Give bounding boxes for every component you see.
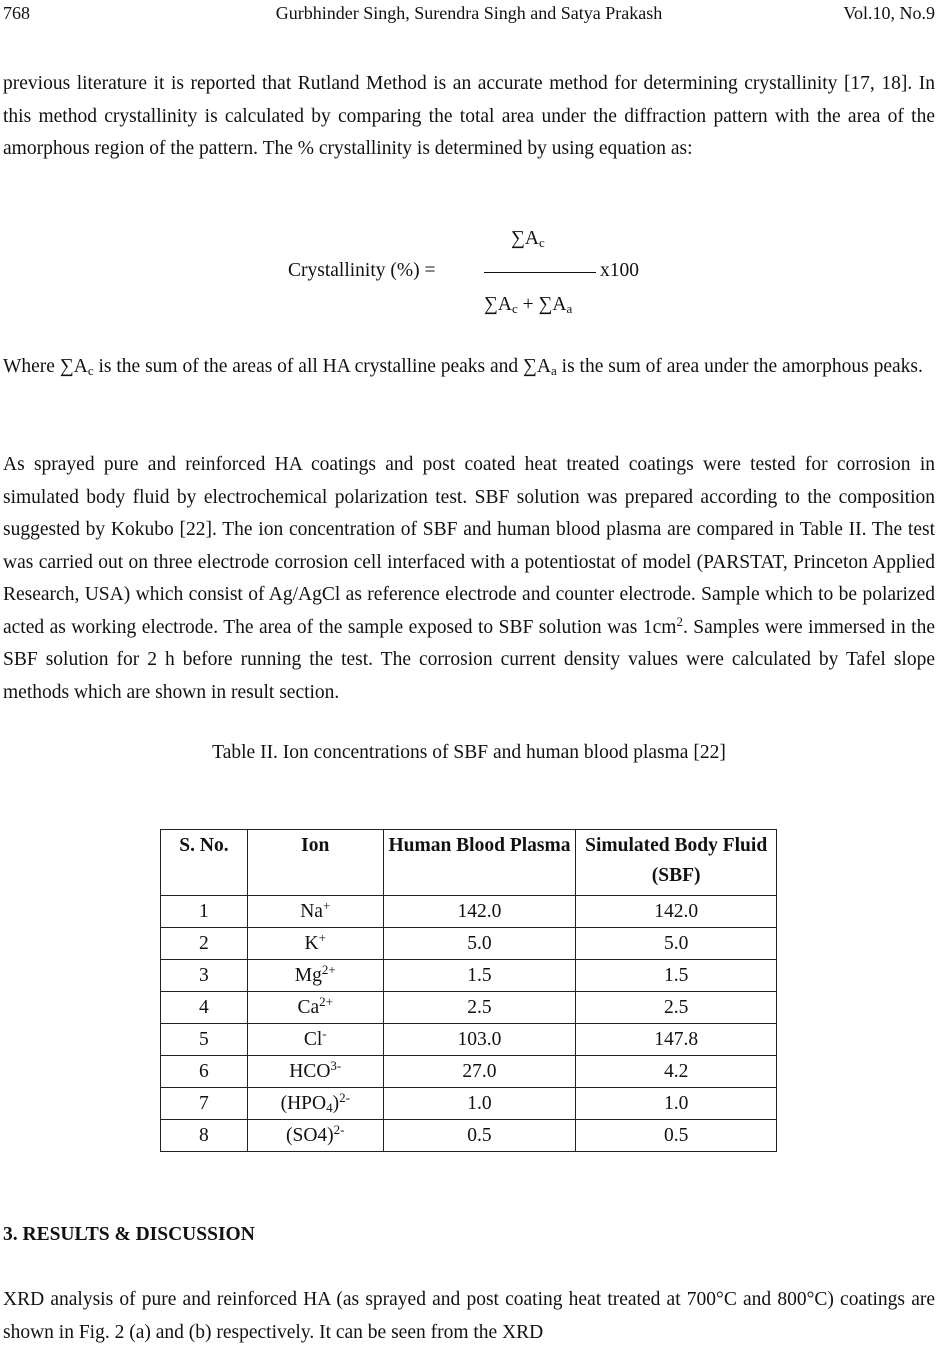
table-row — [161, 1088, 777, 1120]
cell-ion: K+ — [247, 928, 383, 960]
cell-sno: 1 — [161, 896, 248, 928]
cell-plasma: 2.5 — [383, 992, 576, 1024]
cell-sno: 5 — [161, 1024, 248, 1056]
cell-ion: Na+ — [247, 896, 383, 928]
table-row — [161, 896, 777, 928]
cell-sno: 2 — [161, 928, 248, 960]
table-caption: Table II. Ion concentrations of SBF and human blood plasma [22] — [212, 742, 726, 763]
cell-plasma: 1.0 — [383, 1088, 576, 1120]
column-header-plasma: Human Blood Plasma — [383, 830, 576, 896]
cell-plasma: 1.5 — [383, 960, 576, 992]
equation-numerator: $\sum A_c$ — [511, 228, 545, 250]
cell-ion: $(HPO_4)^{2-}$ — [247, 1088, 383, 1120]
cell-sbf: 1.0 — [576, 1088, 777, 1120]
paragraph-where: Where $\sum A_c$ is the sum of the areas of all HA crystalline peaks and $\sum A_a$ is the sum of area under the amorphous peaks. — [3, 356, 923, 378]
cell-sbf: 4.2 — [576, 1056, 777, 1088]
cell-ion: $Mg^{2+}$ — [247, 960, 383, 992]
header-volume: Vol.10, No.9 — [843, 3, 935, 23]
cell-ion: Cl- — [247, 1024, 383, 1056]
table-row — [161, 992, 777, 1024]
cell-sno: 3 — [161, 960, 248, 992]
ion-concentration-table — [160, 829, 777, 1152]
paragraph-corrosion-test: As sprayed pure and reinforced HA coatings and post coated heat treated coatings were tested for corrosion in simulated body fluid by electrochemical polarization test. SBF solution was prepared according to the composition suggested by Kokubo [22]. The ion concentration of SBF and human blood plasma are compared in Table II. The test was carried out on three electrode corrosion cell interfaced with a potentiostat of model (PARSTAT, Princeton Applied Research, USA) which consist of Ag/AgCl as reference electrode and counter electrode. Sample which to be polarized acted as working electrode. The area of the sample exposed to SBF solution was $1cm^2$. Samples were immersed in the SBF solution for 2 h before running the test. The corrosion current density values were calculated by Tafel slope methods which are shown in result section. — [3, 454, 935, 703]
cell-plasma: 5.0 — [383, 928, 576, 960]
cell-sbf: 142.0 — [576, 896, 777, 928]
column-header-sbf: Simulated Body Fluid (SBF) — [576, 830, 777, 896]
cell-sbf: 1.5 — [576, 960, 777, 992]
section-heading: 3. RESULTS & DISCUSSION — [3, 1224, 255, 1245]
running-header — [3, 2, 935, 26]
table-body — [161, 896, 777, 1152]
cell-ion: $Ca^{2+}$ — [247, 992, 383, 1024]
cell-plasma: 27.0 — [383, 1056, 576, 1088]
equation-denominator: $\sum A_c + \sum A_a$ — [484, 294, 573, 316]
table-row — [161, 1024, 777, 1056]
cell-sbf: 0.5 — [576, 1120, 777, 1152]
column-header-ion: Ion — [247, 830, 383, 896]
cell-sbf: 5.0 — [576, 928, 777, 960]
header-authors: Gurbhinder Singh, Surendra Singh and Satya Prakash — [275, 3, 663, 23]
cell-ion: $(SO4)^{2-}$ — [247, 1120, 383, 1152]
cell-sno: 6 — [161, 1056, 248, 1088]
paragraph-rutland-method: previous literature it is reported that Rutland Method is an accurate method for determining crystallinity [17, 18]. In this method crystallinity is calculated by comparing the total area under the diffraction pattern with the area of the amorphous region of the pattern. The % crystallinity is determined by using equation as: — [3, 73, 935, 159]
equation-lhs: Crystallinity (%) = — [288, 260, 436, 281]
cell-sno: 8 — [161, 1120, 248, 1152]
table-row — [161, 928, 777, 960]
table-row — [161, 1120, 777, 1152]
cell-plasma: 0.5 — [383, 1120, 576, 1152]
page-number: 768 — [3, 3, 30, 23]
equation-multiplier: x100 — [600, 260, 639, 281]
cell-sbf: 2.5 — [576, 992, 777, 1024]
cell-sno: 4 — [161, 992, 248, 1024]
table-row — [161, 1056, 777, 1088]
table-row — [161, 960, 777, 992]
cell-ion: $HCO^{3-}$ — [247, 1056, 383, 1088]
cell-sno: 7 — [161, 1088, 248, 1120]
cell-sbf: 147.8 — [576, 1024, 777, 1056]
cell-plasma: 142.0 — [383, 896, 576, 928]
cell-plasma: 103.0 — [383, 1024, 576, 1056]
fraction-bar — [484, 272, 596, 273]
paragraph-xrd-analysis: XRD analysis of pure and reinforced HA (as sprayed and post coating heat treated at 700°C and 800°C) coatings are shown in Fig. 2 (a) and (b) respectively. It can be seen from the XRD — [3, 1289, 935, 1343]
table-header-row — [161, 830, 777, 896]
crystallinity-equation — [0, 222, 938, 332]
column-header-sno: S. No. — [161, 830, 248, 896]
